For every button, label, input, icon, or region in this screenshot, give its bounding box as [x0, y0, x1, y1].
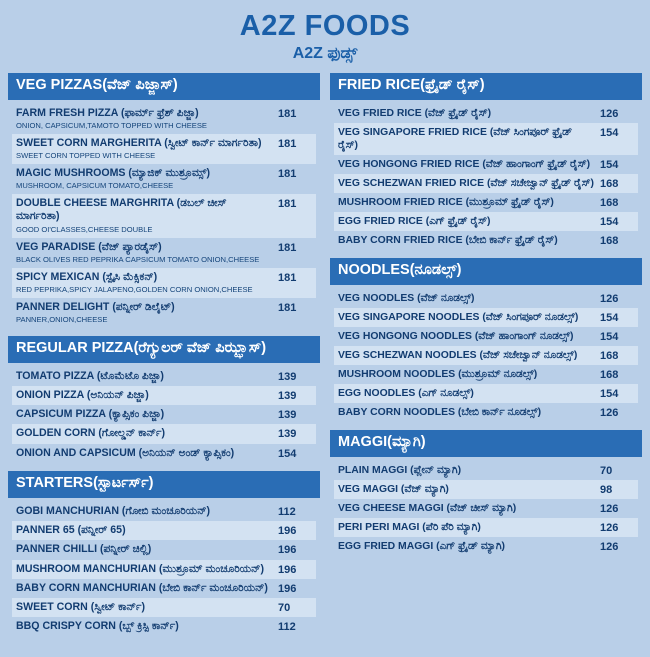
menu-item-name: DOUBLE CHEESE MARGHRITA (ಡಬಲ್ ಚೀಸ್ ಮಾರ್ಗರಿತಾ) [16, 197, 227, 223]
menu-item [334, 104, 638, 123]
menu-item [12, 268, 316, 298]
menu-item-name: CAPSICUM PIZZA (ಕ್ಯಾಪ್ಸಿಕಂ ಪಿಜ್ಜಾ) [16, 408, 165, 421]
menu-item-text [338, 387, 600, 400]
menu-item-name: BBQ CRISPY CORN (ಬ್ಬ್ ಕ್ರಿಸ್ಪಿ ಕಾರ್ನ್) [16, 620, 179, 633]
menu-item-price: 139 [278, 370, 297, 383]
menu-item-text [16, 427, 278, 440]
menu-item [12, 134, 316, 164]
menu-item-text [338, 521, 600, 534]
menu-item-text [16, 167, 278, 191]
menu-section-maggi [330, 430, 642, 556]
menu-item-name: EGG NOODLES (ಎಗ್ ನೂಡಲ್ಸ್) [338, 387, 474, 399]
menu-item [334, 289, 638, 308]
menu-item [12, 104, 316, 134]
menu-item-text [338, 406, 600, 419]
menu-item [12, 164, 316, 194]
menu-item-name: ONION AND CAPSICUM (ಅನಿಯನ್ ಅಂಡ್ ಕ್ಯಾಪ್ಸಿಕಂ) [16, 446, 235, 459]
menu-section-veg-pizzas [8, 73, 320, 328]
menu-item [334, 308, 638, 327]
menu-item-text [338, 177, 600, 190]
menu-item [12, 298, 316, 328]
menu-item-name: GOLDEN CORN (ಗೋಲ್ಡನ್ ಕಾರ್ನ್) [16, 427, 166, 440]
menu-item-name: MUSHROOM FRIED RICE (ಮುಶ್ರೂಮ್ ಫ್ರೈಡ್ ರೈಸ್) [338, 196, 554, 208]
menu-item-price: 126 [600, 540, 619, 553]
menu-item-price: 181 [278, 107, 297, 120]
menu-item-price: 196 [278, 563, 297, 576]
menu-item-text [338, 483, 600, 496]
menu-item-text [16, 563, 278, 576]
menu-item [12, 617, 316, 636]
menu-item-name: FARM FRESH PIZZA (ಫಾರ್ಮ್ ಫ್ರೆಶ್ ಪಿಜ್ಜಾ) [16, 106, 199, 119]
menu-item-price: 181 [278, 168, 297, 181]
menu-item-name: VEG HONGONG FRIED RICE (ವೆಜ್ ಹಾಂಗಾಂಗ್ ಫ್ರೈಡ್ ರೈಸ್) [338, 158, 591, 170]
menu-item-price: 168 [600, 196, 619, 209]
menu-item-price: 126 [600, 406, 619, 419]
menu-item-text [16, 301, 278, 325]
menu-item-name: VEG HONGONG NOODLES (ವೆಜ್ ಹಾಂಗಾಂಗ್ ನೂಡಲ್ಸ್) [338, 330, 574, 342]
menu-item-price: 126 [600, 502, 619, 515]
menu-item-price: 154 [600, 158, 619, 171]
menu-item-name: TOMATO PIZZA (ಟೊಮೆಟೊ ಪಿಜ್ಜಾ) [16, 369, 164, 382]
menu-item [12, 521, 316, 540]
section-items-starters [8, 498, 320, 637]
menu-item-price: 154 [600, 387, 619, 400]
menu-item-name: PANNER CHILLI (ಪನ್ನೀರ್ ಚಿಲ್ಲಿ) [16, 543, 152, 556]
menu-item [12, 405, 316, 424]
menu-item-text [338, 215, 600, 228]
menu-item-text [16, 271, 278, 295]
menu-item-price: 126 [600, 292, 619, 305]
menu-item-price: 126 [600, 521, 619, 534]
menu-item-text [338, 107, 600, 120]
menu-item-name: VEG PARADISE (ವೆಜ್ ಪ್ಯಾರಡೈಸ್) [16, 240, 162, 253]
menu-item [334, 499, 638, 518]
menu-item-name: EGG FRIED RICE (ಎಗ್ ಫ್ರೈಡ್ ರೈಸ್) [338, 215, 491, 227]
menu-item-name: MUSHROOM NOODLES (ಮುಶ್ರೂಮ್ ನೂಡಲ್ಸ್) [338, 368, 538, 380]
menu-columns [8, 73, 642, 645]
menu-item-name: PERI PERI MAGI (ಪೆರಿ ಪೆರಿ ಮ್ಯಾಗಿ) [338, 521, 481, 533]
menu-item-description: PANNER,ONION,CHEESE [16, 314, 108, 324]
menu-item [334, 346, 638, 365]
menu-item-price: 181 [278, 271, 297, 284]
menu-item [334, 123, 638, 155]
section-items-maggi [330, 457, 642, 556]
menu-item-price: 196 [278, 582, 297, 595]
menu-item-price: 154 [600, 330, 619, 343]
menu-item [334, 174, 638, 193]
section-items-noodles [330, 285, 642, 422]
menu-item-text [338, 368, 600, 381]
menu-item-name: SWEET CORN (ಸ್ವೀಟ್ ಕಾರ್ನ್) [16, 601, 146, 614]
menu-item-price: 168 [600, 349, 619, 362]
menu-item-name: MUSHROOM MANCHURIAN (ಮುಶ್ರೂಮ್ ಮಂಚೂರಿಯನ್) [16, 562, 265, 575]
menu-item-name: VEG SCHEZWAN NOODLES (ವೆಜ್ ಸಚೇಜ್ವಾನ್ ನೂಡಲ್ಸ್) [338, 349, 578, 361]
menu-item-price: 154 [600, 311, 619, 324]
menu-item-text [16, 524, 278, 537]
menu-item [12, 502, 316, 521]
menu-item-text [338, 540, 600, 553]
section-heading-noodles: NOODLES(ನೂಡಲ್ಸ್) [330, 258, 642, 285]
menu-item-price: 168 [600, 234, 619, 247]
menu-item [334, 480, 638, 499]
menu-item [12, 367, 316, 386]
menu-item-text [16, 582, 278, 595]
menu-item-price: 181 [278, 138, 297, 151]
menu-item [12, 598, 316, 617]
menu-item-text [338, 292, 600, 305]
menu-item-text [16, 505, 278, 518]
menu-item-name: PANNER DELIGHT (ಪನ್ನೀರ್ ಡಿಲೈಟ್) [16, 300, 175, 313]
section-items-fried-rice [330, 100, 642, 250]
section-heading-veg-pizzas: VEG PIZZAS(ವೆಜ್ ಪಿಜ್ಜಾಸ್) [8, 73, 320, 100]
menu-section-fried-rice [330, 73, 642, 250]
menu-item-text [16, 107, 278, 131]
menu-item-name: VEG SCHEZWAN FRIED RICE (ವೆಜ್ ಸಚೇಜ್ವಾನ್ ಫ್ರೈಡ್ ರೈಸ್) [338, 177, 595, 189]
menu-item-price: 139 [278, 428, 297, 441]
menu-item-description: RED PEPRIKA,SPICY JALAPENO,GOLDEN CORN ONION,CHEESE [16, 284, 253, 294]
section-items-veg-pizzas [8, 100, 320, 328]
menu-item-text [16, 241, 278, 265]
menu-item-price: 70 [278, 602, 291, 615]
menu-item [334, 403, 638, 422]
menu-item-price: 126 [600, 107, 619, 120]
menu-item-text [16, 197, 278, 234]
menu-item-name: VEG NOODLES (ವೆಜ್ ನೂಡಲ್ಸ್) [338, 292, 475, 304]
menu-item-text [338, 502, 600, 515]
menu-item [334, 365, 638, 384]
menu-item-price: 112 [278, 621, 296, 634]
menu-column-right [330, 73, 642, 645]
menu-item-text [338, 126, 600, 152]
menu-item-text [338, 158, 600, 171]
menu-header [8, 0, 642, 63]
menu-item-name: MAGIC MUSHROOMS (ಮ್ಯಾಜಿಕ್ ಮುಶ್ರೂಮ್ಸ್) [16, 167, 210, 180]
menu-item [12, 238, 316, 268]
restaurant-title: A2Z FOODS [239, 10, 411, 42]
menu-item-price: 181 [278, 301, 297, 314]
menu-item [334, 155, 638, 174]
menu-section-starters [8, 471, 320, 637]
menu-item-description: BLACK OLIVES RED PEPRIKA CAPSICUM TOMATO ONION,CHEESE [16, 254, 260, 264]
menu-item-name: SPICY MEXICAN (ಸ್ಪೈಸಿ ಮೆಕ್ಸಿಕನ್) [16, 270, 158, 283]
menu-item-price: 139 [278, 409, 297, 422]
menu-item-price: 98 [600, 483, 613, 496]
menu-item-name: PLAIN MAGGI (ಪ್ಲೇನ್ ಮ್ಯಾಗಿ) [338, 464, 462, 476]
menu-item [334, 327, 638, 346]
restaurant-title-kannada: A2Z ಫುಡ್ಸ್ [292, 45, 358, 62]
menu-item-price: 168 [600, 368, 619, 381]
menu-item-price: 139 [278, 390, 297, 402]
menu-item-price: 181 [278, 198, 297, 211]
menu-item-name: BABY CORN MANCHURIAN (ಬೇಬಿ ಕಾರ್ನ್ ಮಂಚೂರಿಯನ್) [16, 581, 268, 594]
menu-item-name: VEG CHEESE MAGGI (ವೆಜ್ ಚೀಸ್ ಮ್ಯಾಗಿ) [338, 502, 517, 514]
menu-item-name: VEG MAGGI (ವೆಜ್ ಮ್ಯಾಗಿ) [338, 483, 449, 495]
menu-item-text [338, 349, 600, 362]
menu-item-text [16, 620, 278, 633]
menu-item-price: 112 [278, 505, 296, 518]
section-heading-starters: STARTERS(ಸ್ಟಾರ್ಟರ್ಸ್) [8, 471, 320, 498]
menu-item [334, 212, 638, 231]
menu-item-text [16, 543, 278, 556]
menu-item-price: 70 [600, 464, 613, 477]
menu-item [334, 518, 638, 537]
menu-item [12, 560, 316, 579]
menu-item-name: SWEET CORN MARGHERITA (ಸ್ವೀಟ್ ಕಾರ್ನ್ ಮಾರ್ಗರಿತಾ) [16, 137, 262, 150]
menu-item-text [338, 196, 600, 209]
section-items-regular-pizza [8, 363, 320, 463]
menu-section-noodles [330, 258, 642, 422]
menu-item-description: MUSHROOM, CAPSICUM TOMATO,CHEESE [16, 181, 174, 191]
menu-item-name: VEG SINGAPORE FRIED RICE (ವೆಜ್ ಸಿಂಗಪೂರ್ ಫ್ರೈಡ್ ರೈಸ್) [338, 126, 573, 151]
menu-item-text [16, 408, 278, 421]
menu-item-text [338, 311, 600, 324]
menu-item-name: GOBI MANCHURIAN (ಗೋಬಿ ಮಂಚೂರಿಯನ್) [16, 504, 211, 517]
menu-item-price: 168 [600, 177, 619, 190]
menu-item [12, 424, 316, 443]
menu-item [334, 461, 638, 480]
menu-item [334, 193, 638, 212]
menu-item-text [16, 601, 278, 614]
section-heading-fried-rice: FRIED RICE(ಫ್ರೈಡ್ ರೈಸ್) [330, 73, 642, 100]
menu-item [12, 540, 316, 559]
menu-item [334, 537, 638, 556]
menu-item-text [16, 447, 278, 460]
menu-item-name: VEG SINGAPORE NOODLES (ವೆಜ್ ಸಿಂಗಪೂರ್ ನೂಡಲ್ಸ್) [338, 311, 579, 323]
section-heading-regular-pizza: REGULAR PIZZA(ರೆಗ್ಯುಲರ್ ವೆಜ್ ಪಿಝ್ಝಾಸ್) [8, 336, 320, 363]
menu-item-text [338, 234, 600, 247]
menu-item-price: 154 [600, 126, 619, 139]
menu-item [12, 386, 316, 405]
menu-item-text [338, 330, 600, 343]
menu-item-name: PANNER 65 (ಪನ್ನೀರ್ 65) [16, 524, 126, 537]
menu-item-text [16, 137, 278, 161]
menu-item-name: ONION PIZZA (ಅನಿಯನ್ ಪಿಜ್ಜಾ) [16, 389, 149, 401]
menu-item-price: 154 [278, 447, 297, 460]
menu-item [12, 579, 316, 598]
menu-item-price: 181 [278, 241, 297, 254]
menu-item-description: ONION, CAPSICUM,TAMOTO TOPPED WITH CHEESE [16, 121, 207, 131]
menu-item-price: 154 [600, 215, 619, 228]
menu-item-description: GOOD OI'CLASSES,CHEESE DOUBLE [16, 224, 153, 234]
menu-item-price: 196 [278, 525, 297, 538]
menu-item-name: BABY CORN FRIED RICE (ಬೇಬಿ ಕಾರ್ನ್ ಫ್ರೈಡ್ ರೈಸ್) [338, 234, 558, 246]
menu-section-regular-pizza [8, 336, 320, 463]
section-heading-maggi: MAGGI(ಮ್ಯಾಗಿ) [330, 430, 642, 457]
menu-item-text [16, 370, 278, 383]
menu-item-name: EGG FRIED MAGGI (ಎಗ್ ಫ್ರೈಡ್ ಮ್ಯಾಗಿ) [338, 540, 505, 552]
menu-item-description: SWEET CORN TOPPED WITH CHEESE [16, 151, 156, 161]
menu-item [334, 231, 638, 250]
menu-item-text [16, 389, 278, 402]
menu-column-left [8, 73, 320, 645]
menu-item-name: BABY CORN NOODLES (ಬೇಬಿ ಕಾರ್ನ್ ನೂಡಲ್ಸ್) [338, 406, 542, 418]
menu-item [12, 194, 316, 237]
menu-item [12, 444, 316, 463]
menu-item-price: 196 [278, 544, 297, 557]
menu-item-name: VEG FRIED RICE (ವೆಜ್ ಫ್ರೈಡ್ ರೈಸ್) [338, 107, 492, 119]
menu-item-text [338, 464, 600, 477]
menu-item [334, 384, 638, 403]
